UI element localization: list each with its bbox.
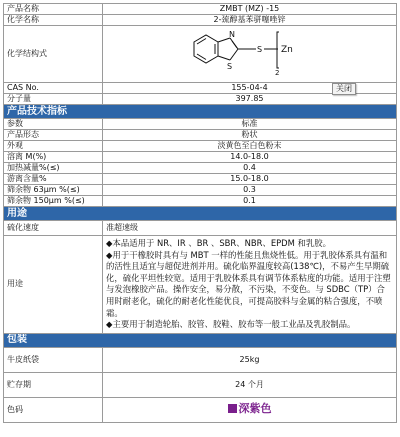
value-residue-150: 0.1: [103, 196, 397, 207]
label-mw: 分子量: [4, 94, 103, 105]
row-dissolve: [4, 152, 397, 163]
row-free-content: [4, 174, 397, 185]
value-free-content: 15.0-18.0: [103, 174, 397, 185]
value-bag: 25kg: [103, 347, 397, 372]
label-appearance: 外观: [4, 141, 103, 152]
usage-description: [103, 236, 397, 334]
section-spec-title: 产品技术指标: [4, 105, 397, 119]
row-storage: [4, 372, 397, 397]
usage-para-2: ◆用于干橡胶时具有与 MBT 一样的性能且焦烧性低。用于乳胶体系具有温和的活性且适宜与超促进剂并用。硫化临界温度较高(138℃)，不易产生早期硫化，硫化平坦性较宽。适用于乳胶体系具有调节体系粘度的功能。适用于注塑与发泡橡胶产品。操作安全，易分散，不污染，不变色。与 SDBC（TP）合用时耐老化，硫化的耐老化性能优良，可提高胶料与金属的粘合强度，不喷霜。: [106, 249, 391, 318]
value-product-name: ZMBT (MZ) -15: [103, 4, 397, 15]
usage-para-1: ◆本品适用于 NR、IR 、BR 、SBR、NBR、EPDM 和乳胶。: [106, 238, 332, 248]
row-residue-150: [4, 196, 397, 207]
label-free-content: 游离含量%: [4, 174, 103, 185]
value-storage: 24 个月: [103, 372, 397, 397]
label-structure: 化学结构式: [4, 26, 103, 83]
usage-para-3: ◆主要用于制造轮胎、胶管、胶鞋、胶布等一般工业品及乳胶制品。: [106, 319, 356, 330]
color-swatch: [228, 404, 237, 413]
structure-cell: [103, 26, 397, 83]
value-dissolve: 14.0-18.0: [103, 152, 397, 163]
value-form: 粉状: [103, 130, 397, 141]
row-appearance: [4, 141, 397, 152]
label-speed: 硫化速度: [4, 221, 103, 236]
atom-zn: Zn: [280, 45, 293, 55]
label-form: 产品形态: [4, 130, 103, 141]
label-chem-name: 化学名称: [4, 15, 103, 26]
row-bag: [4, 347, 397, 372]
value-appearance: 淡黄色至白色粉末: [103, 141, 397, 152]
row-structure: [4, 26, 397, 83]
row-usage: [4, 236, 397, 334]
row-form: [4, 130, 397, 141]
product-sheet: [3, 3, 396, 423]
row-param: [4, 119, 397, 130]
label-dissolve: 溶离 M(%): [4, 152, 103, 163]
value-chem-name: 2-巯醇基苯骈噻唑锌: [103, 15, 397, 26]
value-residue-63: 0.3: [103, 185, 397, 196]
label-product-name: 产品名称: [4, 4, 103, 15]
label-storage: 贮存期: [4, 372, 103, 397]
section-usage-title: 用途: [4, 207, 397, 221]
spec-table: [3, 3, 397, 423]
value-color: 深紫色: [238, 402, 272, 416]
row-mw: [4, 94, 397, 105]
value-heat-loss: 0.4: [103, 163, 397, 174]
row-residue-63: [4, 185, 397, 196]
chemical-structure-image: [180, 28, 320, 80]
label-heat-loss: 加热减量%(≤): [4, 163, 103, 174]
close-tooltip[interactable]: 关闭: [332, 83, 356, 95]
label-residue-63: 筛余物 63μm %(≤): [4, 185, 103, 196]
row-product-name: [4, 4, 397, 15]
label-param: 参数: [4, 119, 103, 130]
atom-s-ring: S: [226, 62, 232, 71]
section-pack: [4, 333, 397, 347]
atom-n: N: [228, 30, 235, 39]
value-cas: 155-04-4: [103, 83, 397, 94]
value-speed: 准超速级: [103, 221, 397, 236]
value-mw: 397.85: [103, 94, 397, 105]
label-color: 色码: [4, 397, 103, 422]
subscript-2: 2: [274, 69, 279, 77]
row-heat-loss: [4, 163, 397, 174]
row-chem-name: [4, 15, 397, 26]
value-param: 标准: [103, 119, 397, 130]
atom-s: S: [256, 45, 262, 54]
section-spec: [4, 105, 397, 119]
label-residue-150: 筛余物 150μm %(≤): [4, 196, 103, 207]
row-color: [4, 397, 397, 422]
label-cas: CAS No.: [4, 83, 103, 94]
color-cell: [103, 397, 397, 422]
section-usage: [4, 207, 397, 221]
label-usage: 用途: [4, 236, 103, 334]
row-speed: [4, 221, 397, 236]
section-pack-title: 包装: [4, 333, 397, 347]
label-bag: 牛皮纸袋: [4, 347, 103, 372]
